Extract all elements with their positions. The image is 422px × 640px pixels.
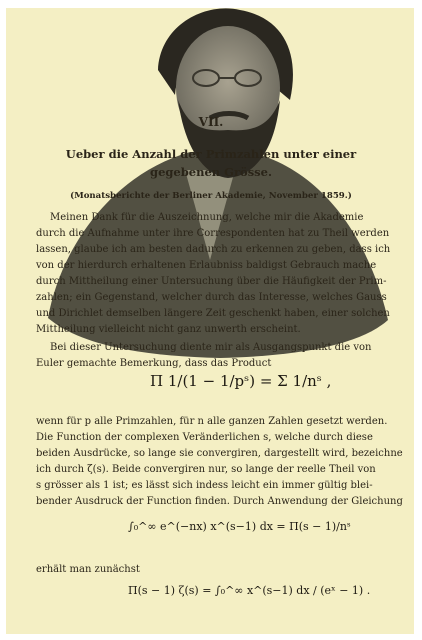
para4-text: erhält man zunächst [36,564,140,575]
para3-line-5: s grösser als 1 ist; es lässt sich indess leicht ein immer gültig blei- [36,480,373,491]
para1-line-6: zahlen; ein Gegenstand, welcher durch das Interesse, welches Gauss [36,292,387,303]
para1-line-7: und Dirichlet demselben längere Zeit geschenkt haben, einer solchen [36,308,390,319]
title-line-1: Ueber die Anzahl der Primzahlen unter einer [65,147,357,161]
chapter-number: VII. [198,115,224,129]
para2-line-2: Euler gemachte Bemerkung, dass das Product [36,358,272,369]
para1-line-8: Mittheilung vielleicht nicht ganz unwerth erscheint. [36,324,301,335]
integral-formula: ∫₀^∞ e^(−nx) x^(s−1) dx = Π(s − 1)/nˢ [128,520,351,533]
euler-product-formula: Π 1/(1 − 1/pˢ) = Σ 1/nˢ , [150,372,332,390]
para3-line-4: ich durch ζ(s). Beide convergiren nur, so lange der reelle Theil von [36,464,376,475]
para2-line-1: Bei dieser Untersuchung diente mir als Ausgangspunkt die von [50,342,372,353]
para3-line-6: bender Ausdruck der Function finden. Durch Anwendung der Gleichung [36,496,403,507]
para1-line-2: durch die Aufnahme unter ihre Correspondenten hat zu Theil werden [36,228,390,239]
para1-line-4: von der hierdurch erhaltenen Erlaubniss baldigst Gebrauch mache [36,260,377,271]
para3-line-2: Die Function der complexen Veränderlichen s, welche durch diese [36,432,373,443]
para1-line-5: durch Mittheilung einer Untersuchung über die Häufigkeit der Prim- [36,276,387,287]
para3-line-3: beiden Ausdrücke, so lange sie convergiren, dargestellt wird, bezeichne [36,448,403,459]
para1-line-3: lassen, glaube ich am besten dadurch zu erkennen zu geben, dass ich [36,244,391,255]
para3-line-1: wenn für p alle Primzahlen, für n alle ganzen Zahlen gesetzt werden. [36,416,388,427]
subtitle: (Monatsberichte der Berliner Akademie, November 1859.) [70,191,352,201]
zeta-integral-formula: Π(s − 1) ζ(s) = ∫₀^∞ x^(s−1) dx / (eˣ − 1) . [128,584,371,597]
title-line-2: gegebenen Grösse. [150,165,272,179]
para1-line-1: Meinen Dank für die Auszeichnung, welche mir die Akademie [50,212,364,223]
